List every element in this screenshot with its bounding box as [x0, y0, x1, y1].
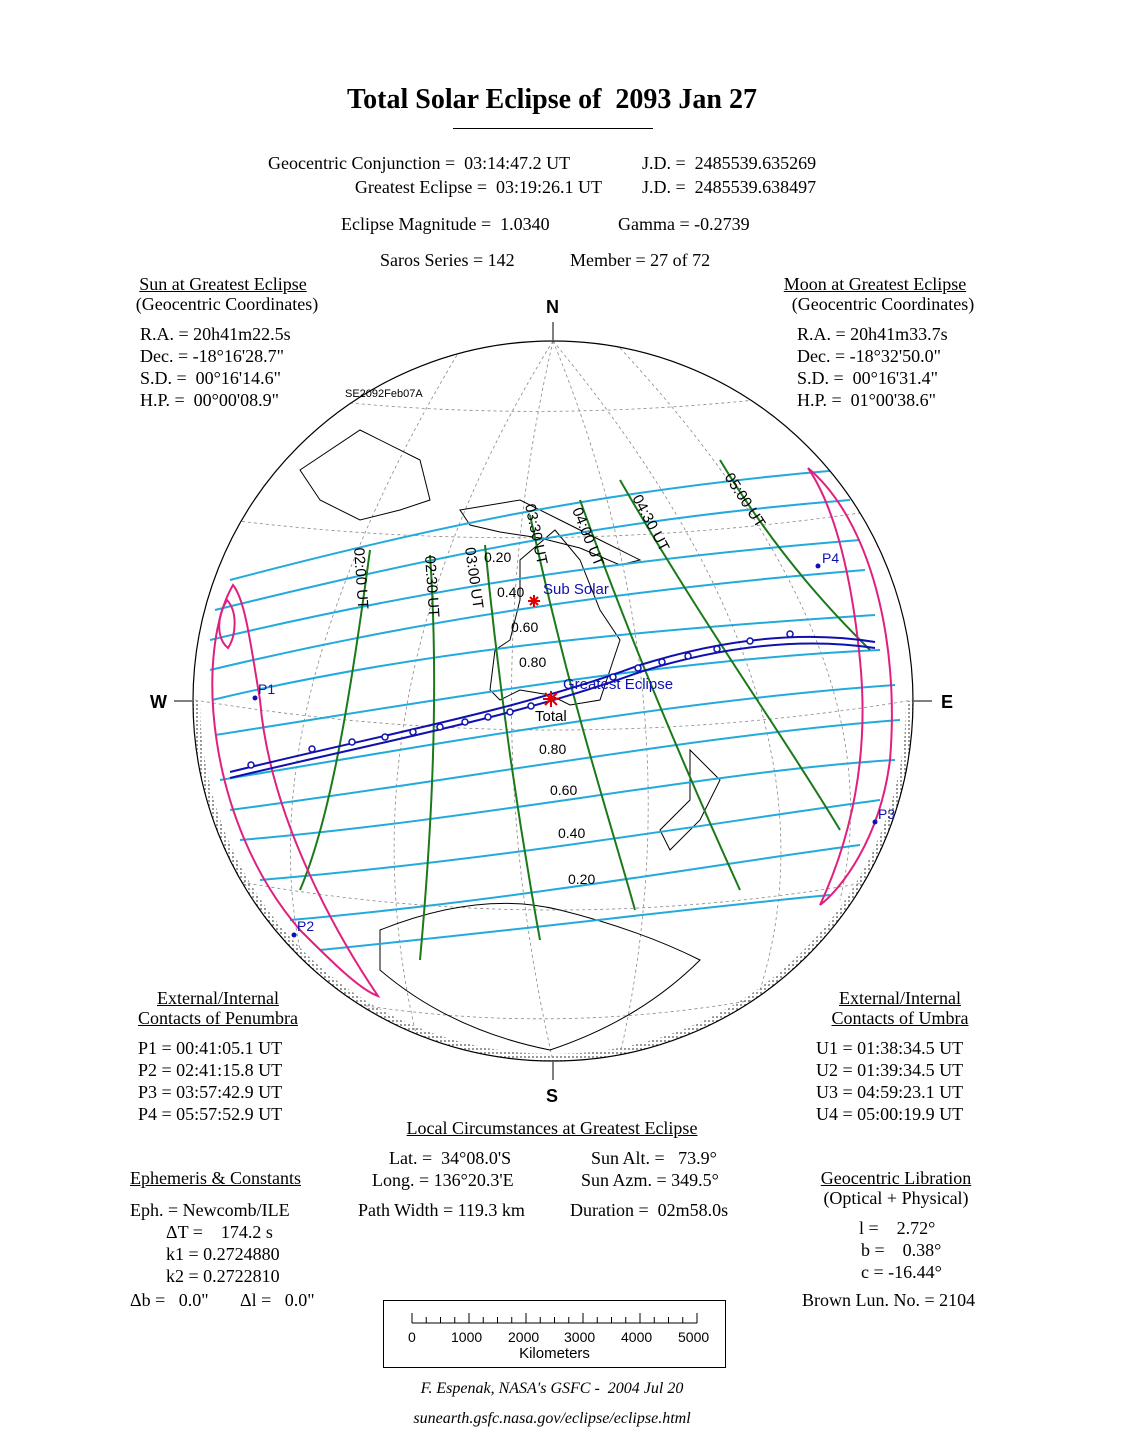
path-marker — [248, 762, 254, 768]
path-marker — [382, 734, 388, 740]
penumbra-heading-1: External/Internal — [157, 988, 279, 1008]
penumbra-p4: P4 = 05:57:52.9 UT — [138, 1104, 283, 1124]
compass-north: N — [546, 297, 559, 317]
path-marker — [437, 724, 443, 730]
p3-point — [873, 820, 878, 825]
sun-subheading: (Geocentric Coordinates) — [135, 294, 319, 314]
sun-heading: Sun at Greatest Eclipse — [139, 274, 307, 294]
scale-tick-0: 0 — [408, 1329, 416, 1345]
source-url[interactable]: sunearth.gsfc.nasa.gov/eclipse/eclipse.html — [413, 1410, 691, 1427]
greatest-eclipse-time: Greatest Eclipse = 03:19:26.1 UT — [354, 177, 602, 197]
coast-new-zealand — [660, 750, 720, 850]
sub-solar-label: Sub Solar — [543, 581, 609, 598]
p2-point — [292, 933, 297, 938]
umbra-heading-1: External/Internal — [839, 988, 961, 1008]
sun-dec: Dec. = -18°16'28.7" — [140, 346, 284, 366]
libration-heading: Geocentric Libration — [820, 1168, 972, 1188]
graticule-lon-d — [553, 341, 781, 990]
umbra-heading-2: Contacts of Umbra — [831, 1008, 969, 1028]
p1-point — [253, 696, 258, 701]
path-marker — [635, 665, 641, 671]
compass-west: W — [150, 692, 167, 712]
scale-ticks — [412, 1313, 697, 1323]
ephemeris-heading: Ephemeris & Constants — [130, 1168, 301, 1188]
libration-subheading: (Optical + Physical) — [823, 1188, 969, 1208]
scale-tick-3000: 3000 — [564, 1329, 596, 1345]
moon-ra: R.A. = 20h41m33.7s — [797, 324, 948, 344]
credit-line: F. Espenak, NASA's GSFC - 2004 Jul 20 — [420, 1380, 684, 1397]
page-title: Total Solar Eclipse of 2093 Jan 27 — [347, 84, 757, 115]
path-marker — [349, 739, 355, 745]
graticule-lat-30s — [230, 880, 880, 910]
time-label-0400: 04:00 UT — [568, 505, 608, 569]
umbra-u3: U3 = 04:59:23.1 UT — [816, 1082, 964, 1102]
graticule-lat-30n — [230, 510, 880, 538]
ephemeris-delta-b: Δb = 0.0" — [130, 1290, 209, 1310]
penumbral-limits — [212, 468, 892, 996]
moon-hp: H.P. = 01°00'38.6" — [797, 390, 936, 410]
local-sun-alt: Sun Alt. = 73.9° — [591, 1148, 717, 1168]
local-lat: Lat. = 34°08.0'S — [389, 1148, 512, 1168]
scale-bar-box — [383, 1300, 726, 1368]
mag-label-south-020: 0.20 — [568, 871, 596, 887]
libration-b: b = 0.38° — [861, 1240, 942, 1260]
time-label-0230: 02:30 UT — [421, 555, 443, 618]
libration-c: c = -16.44° — [861, 1262, 942, 1282]
p4-label: P4 — [822, 550, 840, 566]
penumbra-heading-2: Contacts of Penumbra — [138, 1008, 298, 1028]
sun-hp: H.P. = 00°00'08.9" — [140, 390, 279, 410]
path-marker — [507, 709, 513, 715]
path-marker — [685, 653, 691, 659]
saros-series: Saros Series = 142 — [380, 250, 515, 270]
mag-label-north-020: 0.20 — [484, 549, 512, 565]
path-marker — [485, 714, 491, 720]
ephemeris-delta-t: ΔT = 174.2 s — [166, 1222, 273, 1242]
sun-sd: S.D. = 00°16'14.6" — [140, 368, 281, 388]
geocentric-conjunction: Geocentric Conjunction = 03:14:47.2 UT — [268, 153, 571, 173]
graticule-lon-b — [394, 341, 553, 1050]
mag-label-north-060: 0.60 — [511, 619, 539, 635]
libration-l: l = 2.72° — [859, 1218, 936, 1238]
p2-label: P2 — [297, 918, 315, 934]
greatest-eclipse-marker — [543, 691, 559, 707]
path-marker — [747, 638, 753, 644]
mag-label-north-080: 0.80 — [519, 654, 547, 670]
scale-tick-4000: 4000 — [621, 1329, 653, 1345]
coast-antarctica — [380, 903, 700, 1050]
gamma: Gamma = -0.2739 — [618, 214, 750, 234]
moon-subheading: (Geocentric Coordinates) — [791, 294, 975, 314]
local-sun-azm: Sun Azm. = 349.5° — [581, 1170, 719, 1190]
time-label-0330: 03:30 UT — [521, 502, 551, 567]
local-path-width: Path Width = 119.3 km — [358, 1200, 525, 1220]
penumbra-p3: P3 = 03:57:42.9 UT — [138, 1082, 283, 1102]
scale-unit: Kilometers — [519, 1345, 590, 1362]
moon-dec: Dec. = -18°32'50.0" — [797, 346, 941, 366]
path-marker — [787, 631, 793, 637]
path-marker — [309, 746, 315, 752]
path-marker — [462, 719, 468, 725]
p3-label: P3 — [878, 806, 896, 822]
penumbra-p2: P2 = 02:41:15.8 UT — [138, 1060, 283, 1080]
mag-label-south-060: 0.60 — [550, 782, 578, 798]
time-label-0430: 04:30 UT — [628, 491, 673, 555]
mag-label-south-040: 0.40 — [558, 825, 586, 841]
compass-south: S — [546, 1086, 559, 1106]
scale-tick-1000: 1000 — [451, 1329, 483, 1345]
previous-eclipse-label: SE2092Feb07A — [345, 388, 423, 400]
conjunction-jd: J.D. = 2485539.635269 — [642, 153, 817, 173]
moon-heading: Moon at Greatest Eclipse — [783, 274, 967, 294]
ephemeris-k2: k2 = 0.2722810 — [166, 1266, 280, 1286]
time-label-0500: 05:00 UT — [720, 469, 769, 531]
scale-tick-5000: 5000 — [678, 1329, 710, 1345]
umbra-u4: U4 = 05:00:19.9 UT — [816, 1104, 964, 1124]
brown-lunation-number: Brown Lun. No. = 2104 — [802, 1290, 976, 1310]
time-label-0300: 03:00 UT — [461, 546, 487, 610]
graticule-lat-60s — [330, 995, 780, 1019]
local-heading: Local Circumstances at Greatest Eclipse — [406, 1118, 698, 1138]
sun-ra: R.A. = 20h41m22.5s — [140, 324, 291, 344]
sub-solar-marker — [528, 595, 540, 607]
moon-sd: S.D. = 00°16'31.4" — [797, 368, 938, 388]
path-marker — [714, 646, 720, 652]
local-long: Long. = 136°20.3'E — [372, 1170, 514, 1190]
saros-member: Member = 27 of 72 — [570, 250, 711, 270]
coast-southeast-asia — [300, 430, 430, 520]
ephemeris-eph: Eph. = Newcomb/ILE — [130, 1200, 290, 1220]
mag-label-north-040: 0.40 — [497, 584, 525, 600]
total-label: Total — [535, 708, 567, 725]
greatest-eclipse-jd: J.D. = 2485539.638497 — [642, 177, 817, 197]
eclipse-magnitude: Eclipse Magnitude = 1.0340 — [341, 214, 550, 234]
greatest-eclipse-label: Greatest Eclipse — [563, 676, 674, 693]
path-marker — [528, 703, 534, 709]
umbra-u2: U2 = 01:39:34.5 UT — [816, 1060, 964, 1080]
compass-east: E — [941, 692, 954, 712]
path-marker — [659, 659, 665, 665]
ephemeris-k1: k1 = 0.2724880 — [166, 1244, 280, 1264]
scale-tick-2000: 2000 — [508, 1329, 540, 1345]
time-label-0200: 02:00 UT — [350, 547, 372, 610]
ephemeris-delta-l: Δl = 0.0" — [240, 1290, 315, 1310]
p1-label: P1 — [258, 681, 276, 697]
penumbra-p1: P1 = 00:41:05.1 UT — [138, 1038, 283, 1058]
local-duration: Duration = 02m58.0s — [570, 1200, 729, 1220]
mag-label-south-080: 0.80 — [539, 741, 567, 757]
path-marker — [410, 729, 416, 735]
umbra-u1: U1 = 01:38:34.5 UT — [816, 1038, 964, 1058]
p4-point — [816, 564, 821, 569]
